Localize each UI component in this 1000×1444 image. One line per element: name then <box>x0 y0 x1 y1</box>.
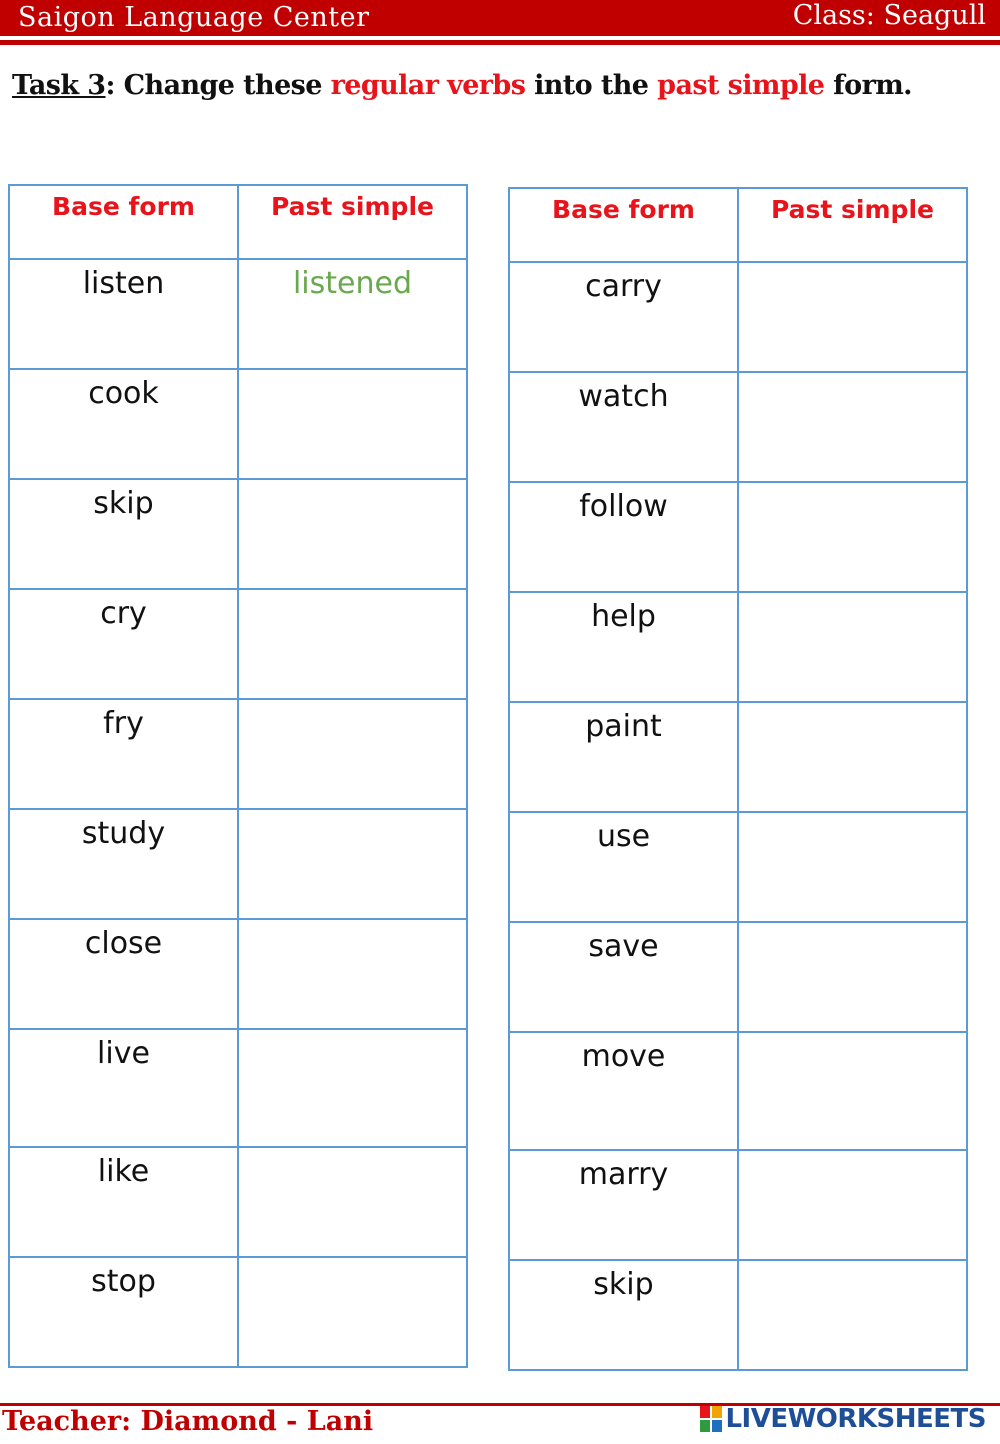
header-base-form: Base form <box>509 188 738 262</box>
table-row <box>509 592 967 702</box>
base-form-cell: fry <box>9 699 238 809</box>
past-simple-answer[interactable] <box>738 262 967 372</box>
table-header-row <box>509 188 967 262</box>
table-row <box>509 482 967 592</box>
base-form-cell: cry <box>9 589 238 699</box>
past-simple-answer[interactable] <box>738 922 967 1032</box>
past-simple-answer[interactable] <box>238 699 467 809</box>
table-row <box>9 809 467 919</box>
header-past-simple: Past simple <box>238 185 467 259</box>
task-text-1: : Change these <box>105 70 331 101</box>
base-form-cell: cook <box>9 369 238 479</box>
base-form-cell: live <box>9 1029 238 1147</box>
task-highlight-regular-verbs: regular verbs <box>330 70 526 101</box>
base-form-cell: like <box>9 1147 238 1257</box>
table-row <box>9 919 467 1029</box>
base-form-cell: help <box>509 592 738 702</box>
base-form-cell: watch <box>509 372 738 482</box>
base-form-cell: move <box>509 1032 738 1150</box>
past-simple-answer[interactable] <box>238 479 467 589</box>
base-form-cell: skip <box>9 479 238 589</box>
base-form-cell: follow <box>509 482 738 592</box>
base-form-cell: skip <box>509 1260 738 1370</box>
table-row <box>509 922 967 1032</box>
liveworksheets-logo-icon <box>699 1405 723 1433</box>
base-form-cell: stop <box>9 1257 238 1367</box>
past-simple-answer[interactable] <box>738 592 967 702</box>
table-row <box>509 1032 967 1150</box>
task-text-3: form. <box>824 70 912 101</box>
class-name: Class: Seagull <box>792 0 986 31</box>
table-row <box>509 1150 967 1260</box>
past-simple-answer[interactable] <box>738 812 967 922</box>
base-form-cell: close <box>9 919 238 1029</box>
table-row <box>509 372 967 482</box>
verb-table-left <box>8 184 468 1368</box>
past-simple-answer[interactable] <box>238 1029 467 1147</box>
header-base-form: Base form <box>9 185 238 259</box>
table-row <box>9 1029 467 1147</box>
table-row <box>9 589 467 699</box>
past-simple-answer[interactable] <box>238 1147 467 1257</box>
base-form-cell: marry <box>509 1150 738 1260</box>
base-form-cell: use <box>509 812 738 922</box>
past-simple-answer[interactable] <box>738 702 967 812</box>
past-simple-answer[interactable] <box>238 1257 467 1367</box>
header-bar <box>0 0 1000 36</box>
table-row <box>509 702 967 812</box>
table-header-row <box>9 185 467 259</box>
table-row <box>9 259 467 369</box>
table-row <box>9 1147 467 1257</box>
base-form-cell: paint <box>509 702 738 812</box>
past-simple-answer[interactable] <box>238 369 467 479</box>
past-simple-answer[interactable] <box>238 589 467 699</box>
past-simple-answer[interactable] <box>738 1150 967 1260</box>
header-past-simple: Past simple <box>738 188 967 262</box>
base-form-cell: study <box>9 809 238 919</box>
header-divider <box>0 40 1000 45</box>
liveworksheets-brand[interactable] <box>699 1404 986 1434</box>
table-row <box>509 1260 967 1370</box>
past-simple-answer[interactable]: listened <box>238 259 467 369</box>
past-simple-answer[interactable] <box>738 482 967 592</box>
past-simple-answer[interactable] <box>238 919 467 1029</box>
base-form-cell: save <box>509 922 738 1032</box>
table-row <box>509 262 967 372</box>
table-row <box>509 812 967 922</box>
table-row <box>9 369 467 479</box>
base-form-cell: listen <box>9 259 238 369</box>
past-simple-answer[interactable] <box>738 372 967 482</box>
teacher-name: Teacher: Diamond - Lani <box>2 1406 374 1437</box>
task-instruction <box>12 70 992 101</box>
task-label: Task 3 <box>12 70 106 101</box>
table-row <box>9 479 467 589</box>
past-simple-answer[interactable] <box>738 1260 967 1370</box>
past-simple-answer[interactable] <box>738 1032 967 1150</box>
base-form-cell: carry <box>509 262 738 372</box>
table-row <box>9 699 467 809</box>
school-name: Saigon Language Center <box>18 2 370 33</box>
past-simple-answer[interactable] <box>238 809 467 919</box>
table-row <box>9 1257 467 1367</box>
task-text-2: into the <box>525 70 658 101</box>
verb-table-right <box>508 187 968 1371</box>
brand-text: LIVEWORKSHEETS <box>725 1404 986 1434</box>
task-highlight-past-simple: past simple <box>657 70 825 101</box>
